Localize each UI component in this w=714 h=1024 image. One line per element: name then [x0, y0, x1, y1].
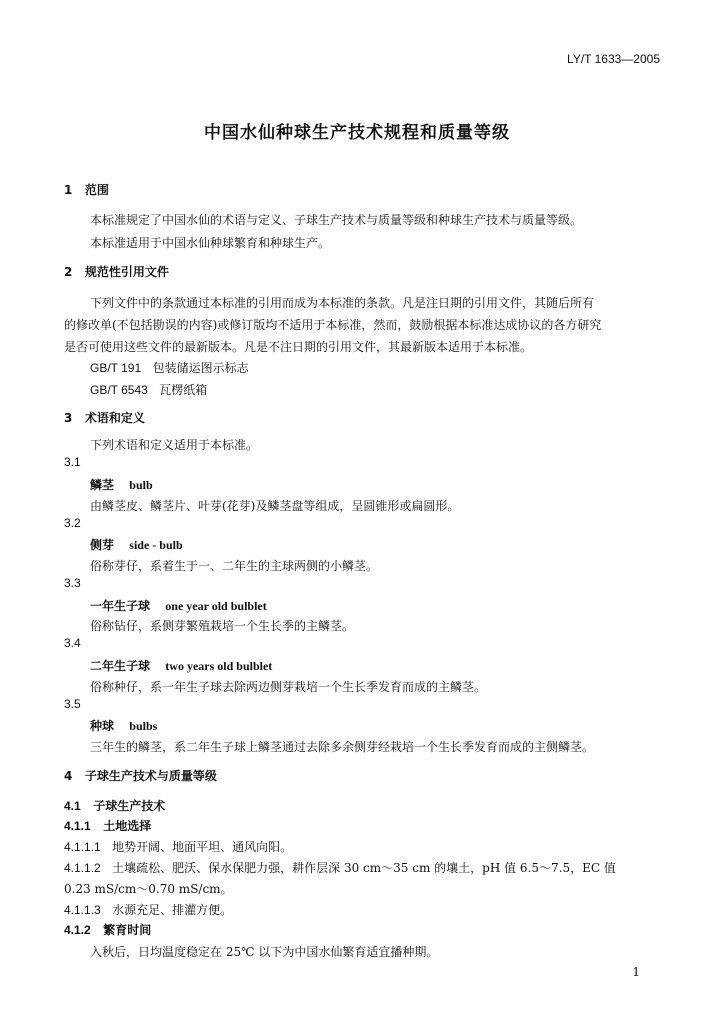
clause	[64, 859, 616, 876]
term-number: 3.3	[64, 576, 81, 590]
subsection-title: 子球生产技术	[93, 799, 166, 813]
section-4-heading	[64, 767, 217, 784]
section-3-heading	[64, 409, 145, 426]
term-heading	[90, 597, 267, 614]
term-heading	[90, 657, 272, 674]
reference-name: 包装储运图示标志	[152, 361, 249, 375]
term-en: one year old bulblet	[165, 599, 267, 613]
term-en: two years old bulblet	[165, 659, 273, 673]
term-cn: 一年生子球	[90, 599, 151, 613]
clause-continuation: 0.23 mS/cm～0.70 mS/cm。	[64, 882, 233, 896]
term-heading	[90, 717, 157, 734]
reference-code: GB/T 191	[90, 361, 142, 375]
term-en: bulbs	[129, 719, 158, 733]
section-2-heading	[64, 263, 169, 280]
subsection-heading	[64, 921, 151, 938]
reference-item	[90, 359, 249, 376]
reference-item	[90, 381, 207, 398]
term-cn: 侧芽	[90, 538, 115, 552]
subsection-heading	[64, 817, 151, 834]
paragraph: 本标准规定了中国水仙的术语与定义、子球生产技术与质量等级和种球生产技术与质量等级。	[90, 213, 583, 227]
clause	[64, 901, 232, 918]
clause-text: 水源充足、排灌方便。	[112, 903, 233, 917]
term-heading	[90, 536, 183, 553]
subsection-number: 4.1.1	[64, 819, 91, 833]
term-definition: 俗称芽仔，系着生于一、二年生的主球两侧的小鳞茎。	[90, 559, 379, 573]
term-en: side - bulb	[129, 538, 183, 552]
section-title: 规范性引用文件	[84, 265, 169, 279]
paragraph: 本标准适用于中国水仙种球繁育和种球生产。	[90, 236, 331, 250]
reference-name: 瓦楞纸箱	[159, 383, 208, 397]
term-cn: 种球	[90, 719, 115, 733]
term-number: 3.4	[64, 636, 81, 650]
term-en: bulb	[129, 478, 153, 492]
paragraph: 入秋后，日均温度稳定在 25℃ 以下为中国水仙繁育适宜播种期。	[90, 945, 439, 959]
term-definition: 俗称种仔，系一年生子球去除两边侧芽栽培一个生长季发育而成的主鳞茎。	[90, 680, 487, 694]
subsection-number: 4.1	[64, 799, 81, 813]
subsection-title: 繁育时间	[103, 923, 152, 937]
paragraph: 的修改单(不包括勘误的内容)或修订版均不适用于本标准，然而，鼓励根据本标准达成协议的各方研究	[64, 318, 602, 332]
term-definition: 由鳞茎皮、鳞茎片、叶芽(花芽)及鳞茎盘等组成，呈圆锥形或扁圆形。	[90, 499, 460, 513]
term-number: 3.2	[64, 516, 81, 530]
subsection-number: 4.1.2	[64, 923, 91, 937]
paragraph: 是否可使用这些文件的最新版本。凡是不注日期的引用文件，其最新版本适用于本标准。	[64, 340, 533, 354]
section-title: 范围	[84, 183, 109, 197]
clause	[64, 838, 292, 855]
subsection-heading	[64, 797, 165, 814]
subsection-title: 土地选择	[103, 819, 152, 833]
clause-number: 4.1.1.3	[64, 903, 101, 917]
paragraph: 下列术语和定义适用于本标准。	[90, 438, 259, 452]
section-number: 4	[64, 769, 73, 783]
term-definition: 俗称钻仔，系侧芽繁殖栽培一个生长季的主鳞茎。	[90, 619, 355, 633]
section-title: 术语和定义	[84, 411, 145, 425]
reference-code: GB/T 6543	[90, 383, 148, 397]
term-heading	[90, 476, 153, 493]
standard-number: LY/T 1633—2005	[567, 52, 660, 66]
clause-number: 4.1.1.1	[64, 840, 101, 854]
clause-number: 4.1.1.2	[64, 861, 101, 875]
section-number: 3	[64, 411, 73, 425]
section-number: 1	[64, 183, 73, 197]
term-number: 3.1	[64, 455, 81, 469]
term-cn: 鳞茎	[90, 478, 115, 492]
paragraph: 下列文件中的条款通过本标准的引用而成为本标准的条款。凡是注日期的引用文件，其随后所有	[90, 296, 595, 310]
page-number: 1	[632, 965, 640, 979]
term-number: 3.5	[64, 697, 81, 711]
clause-text: 土壤疏松、肥沃、保水保肥力强，耕作层深 30 cm～35 cm 的壤土，pH 值 6.5～7.5，EC 值	[112, 861, 616, 875]
section-1-heading	[64, 181, 109, 198]
section-number: 2	[64, 265, 73, 279]
document-title: 中国水仙种球生产技术规程和质量等级	[204, 123, 510, 143]
section-title: 子球生产技术与质量等级	[84, 769, 217, 783]
term-definition: 三年生的鳞茎，系二年生子球上鳞茎通过去除多余侧芽经栽培一个生长季发育而成的主侧鳞茎。	[90, 740, 595, 754]
term-cn: 二年生子球	[90, 659, 151, 673]
clause-text: 地势开阔、地面平坦、通风向阳。	[112, 840, 293, 854]
